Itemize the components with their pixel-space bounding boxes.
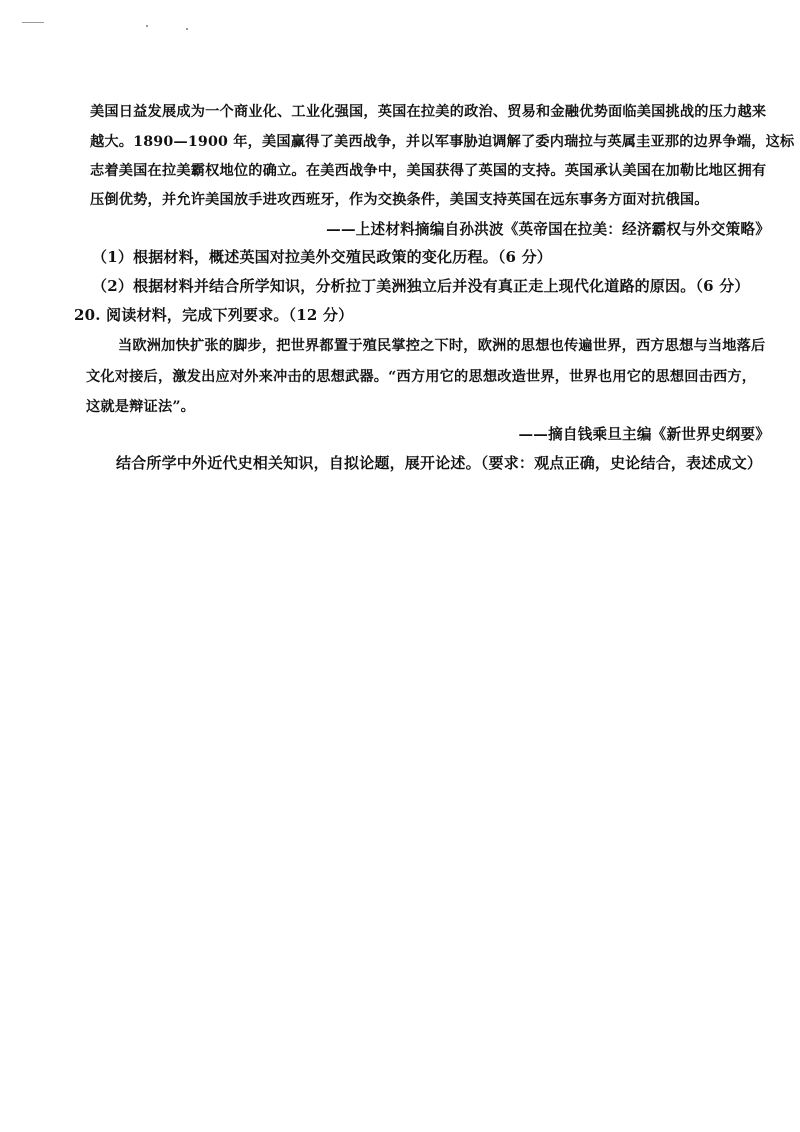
material-19-line-4: 压倒优势，并允许美国放手进攻西班牙，作为交换条件，美国支持英国在远东事务方面对抗俄国。 [90,192,709,208]
question-20-heading: 20. 阅读材料，完成下列要求。（12 分） [74,306,354,324]
material-19-source: ——上述材料摘编自孙洪波《英帝国在拉美：经济霸权与外交策略》 [326,221,770,238]
material-19-line-3: 志着美国在拉美霸权地位的确立。在美西战争中，美国获得了英国的支持。英国承认美国在加勒比地区拥有 [90,163,767,179]
material-19-line-1: 美国日益发展成为一个商业化、工业化强国，英国在拉美的政治、贸易和金融优势面临美国挑战的压力越来 [90,104,767,120]
scan-artifact [146,25,148,27]
material-20-line-2: 文化对接后，激发出应对外来冲击的思想武器。“西方用它的思想改造世界，世界也用它的思想回击西方， [86,369,757,385]
question-19-part-2: （2）根据材料并结合所学知识，分析拉丁美洲独立后并没有真正走上现代化道路的原因。（6 分） [92,277,750,295]
material-20-line-3: 这就是辩证法”。 [86,399,196,415]
scan-artifact [186,28,188,30]
question-19-part-1: （1）根据材料，概述英国对拉美外交殖民政策的变化历程。（6 分） [92,248,552,266]
material-19-line-2: 越大。1890—1900 年，美国赢得了美西战争，并以军事胁迫调解了委内瑞拉与英属圭亚那的边界争端，这标 [90,134,795,150]
question-20-requirement: 结合所学中外近代史相关知识，自拟论题，展开论述。（要求：观点正确，史论结合，表述成文） [116,454,763,472]
scan-artifact [22,22,44,23]
material-20-source: ——摘自钱乘旦主编《新世界史纲要》 [518,426,770,443]
material-20-line-1: 当欧洲加快扩张的脚步，把世界都置于殖民掌控之下时，欧洲的思想也传遍世界，西方思想与当地落后 [118,338,766,354]
